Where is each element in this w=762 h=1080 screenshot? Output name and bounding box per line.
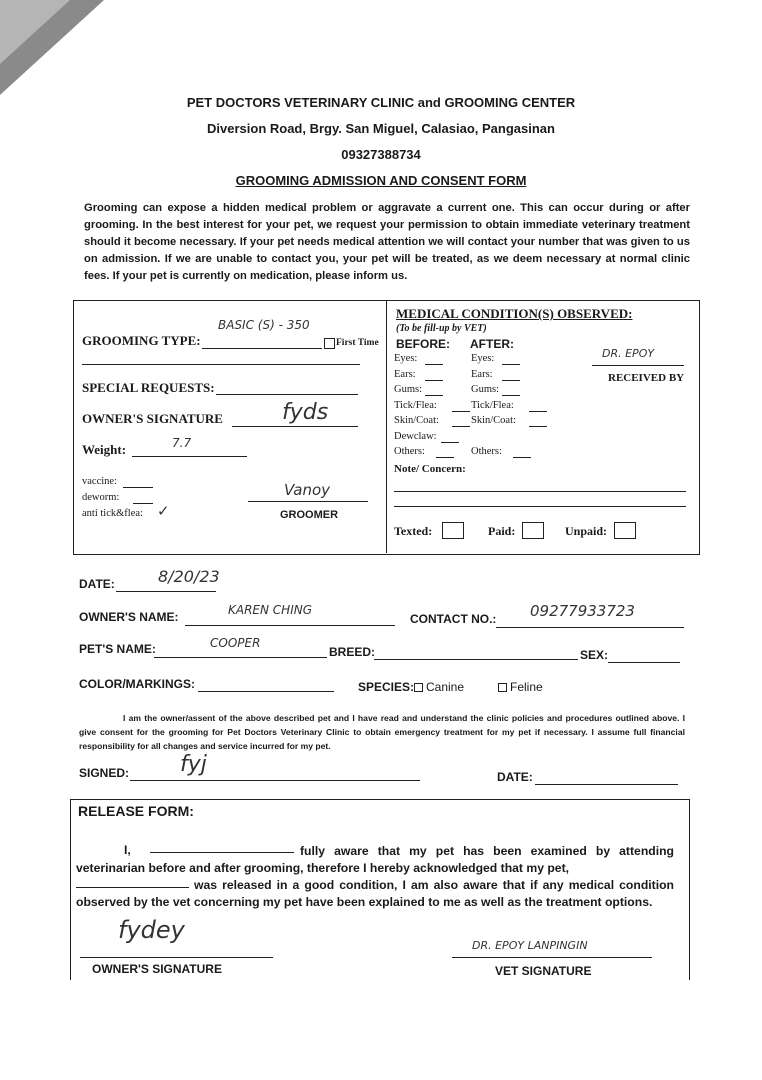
after-item-blank[interactable] <box>502 380 520 381</box>
received-by-value: DR. EPOY <box>602 347 655 360</box>
clinic-address: Diversion Road, Brgy. San Miguel, Calasiao, Pangasinan <box>207 121 555 136</box>
feline-checkbox[interactable] <box>498 683 507 692</box>
before-item-label: Ears: <box>394 368 416 380</box>
before-item-label: Eyes: <box>394 353 418 364</box>
species-label: SPECIES: <box>358 680 415 694</box>
release-text-2: was released in a good condition, I am also aware that if any medical condition observed by the vet concerning my pet have been explained to me as well as the treatment options. <box>76 878 674 909</box>
special-requests-label: SPECIAL REQUESTS: <box>82 380 215 395</box>
before-item-label: Tick/Flea: <box>394 399 437 411</box>
medical-title: MEDICAL CONDITION(S) OBSERVED: <box>396 306 633 321</box>
grooming-type-label: GROOMING TYPE: <box>82 333 201 348</box>
weight-label: Weight: <box>82 442 127 457</box>
clinic-phone: 09327388734 <box>341 147 421 162</box>
before-item-label: Dewclaw: <box>394 430 437 442</box>
owner-signature-value: fyds <box>282 400 329 425</box>
intro-paragraph: Grooming can expose a hidden medical problem or aggravate a current one. This can occur during or after grooming. In the best interest for your pet, we request your permission to obtain immediate veterinary treatment should it become necessary. If your pet needs medical attention we will contact your number that was given to us on admission. If we are unable to contact you, your pet will be treated, as we deem necessary at normal clinic fees. If your pet is currently on medication, please inform us. <box>84 202 690 282</box>
signed-value: fyj <box>180 752 207 777</box>
release-title: RELEASE FORM: <box>78 803 194 819</box>
paid-checkbox[interactable] <box>522 522 544 539</box>
before-item-blank[interactable] <box>436 457 454 458</box>
after-item-blank[interactable] <box>529 426 547 427</box>
contact-value: 09277933723 <box>530 602 635 620</box>
release-i-label: I, <box>124 843 131 857</box>
date-value: 8/20/23 <box>158 567 220 586</box>
pet-name-value: COOPER <box>210 636 261 650</box>
vaccine-label: vaccine: <box>82 476 117 487</box>
owner-signature-label: OWNER'S SIGNATURE <box>82 411 223 426</box>
anti-tick-label: anti tick&flea: <box>82 508 143 519</box>
owner-name-value: KAREN CHING <box>228 603 313 617</box>
after-item-label: Skin/Coat: <box>471 415 516 426</box>
unpaid-label: Unpaid: <box>565 524 608 538</box>
first-time-checkbox[interactable] <box>324 338 335 349</box>
paid-label: Paid: <box>488 524 516 538</box>
deworm-label: deworm: <box>82 492 120 503</box>
groomer-label: GROOMER <box>280 509 339 521</box>
form-title: GROOMING ADMISSION AND CONSENT FORM <box>235 173 527 188</box>
owner-name-label: OWNER'S NAME: <box>79 610 179 624</box>
panel-divider <box>386 300 387 553</box>
before-item-blank[interactable] <box>425 395 443 396</box>
before-item-blank[interactable] <box>441 442 459 443</box>
vet-signature-value: DR. EPOY LANPINGIN <box>472 939 588 952</box>
date-label: DATE: <box>79 577 115 591</box>
before-item-blank[interactable] <box>452 426 470 427</box>
medical-subtitle: (To be fill-up by VET) <box>396 323 487 334</box>
after-item-blank[interactable] <box>502 364 520 365</box>
breed-label: BREED: <box>329 645 376 659</box>
release-owner-signature-label: OWNER'S SIGNATURE <box>92 962 222 976</box>
after-item-blank[interactable] <box>529 411 547 412</box>
after-item-blank[interactable] <box>502 395 520 396</box>
after-item-label: Tick/Flea: <box>471 399 514 411</box>
groomer-name-value: Vanoy <box>284 481 331 499</box>
before-item-label: Others: <box>394 446 425 457</box>
folded-corner <box>0 0 110 100</box>
release-text-1: fully aware that my pet has been examined by attending veterinarian before and after grooming, therefore I hereby acknowledged that my pet, <box>76 844 674 875</box>
canine-label: Canine <box>426 680 465 694</box>
before-item-blank[interactable] <box>425 364 443 365</box>
texted-label: Texted: <box>394 524 433 538</box>
after-item-label: Eyes: <box>471 353 495 364</box>
after-item-blank[interactable] <box>513 457 531 458</box>
weight-value: 7.7 <box>172 436 192 450</box>
pet-name-label: PET'S NAME: <box>79 642 156 656</box>
before-label: BEFORE: <box>396 337 450 351</box>
sex-label: SEX: <box>580 648 609 662</box>
note-concern-label: Note/ Concern: <box>394 463 466 475</box>
contact-label: CONTACT NO.: <box>410 612 497 626</box>
consent-paragraph: I am the owner/assent of the above described pet and I have read and understand the clinic policies and procedures outlined above. I give consent for the grooming for Pet Doctors Veterinary Clinic to obtain emergency treatment for my pet if necessary. I assume full financial responsibility for all changes and service incurred for my pet. <box>79 713 685 751</box>
before-item-label: Gums: <box>394 384 423 395</box>
vet-signature-label: VET SIGNATURE <box>495 964 592 978</box>
before-item-label: Skin/Coat: <box>394 415 439 426</box>
before-item-blank[interactable] <box>452 411 470 412</box>
grooming-type-value: BASIC (S) - 350 <box>218 318 310 332</box>
anti-tick-mark: ✓ <box>157 502 170 520</box>
texted-checkbox[interactable] <box>442 522 464 539</box>
after-label: AFTER: <box>470 337 514 351</box>
received-by-label: RECEIVED BY <box>608 372 685 384</box>
clinic-name: PET DOCTORS VETERINARY CLINIC and GROOMING CENTER <box>186 95 576 110</box>
feline-label: Feline <box>510 680 543 694</box>
unpaid-checkbox[interactable] <box>614 522 636 539</box>
canine-checkbox[interactable] <box>414 683 423 692</box>
first-time-label: First Time <box>336 338 379 348</box>
color-markings-label: COLOR/MARKINGS: <box>79 677 195 691</box>
after-item-label: Gums: <box>471 384 500 395</box>
after-item-label: Ears: <box>471 368 493 380</box>
after-item-label: Others: <box>471 446 502 457</box>
signed-date-label: DATE: <box>497 770 533 784</box>
before-item-blank[interactable] <box>425 380 443 381</box>
signed-label: SIGNED: <box>79 766 130 780</box>
release-owner-signature-value: fydey <box>118 916 185 944</box>
